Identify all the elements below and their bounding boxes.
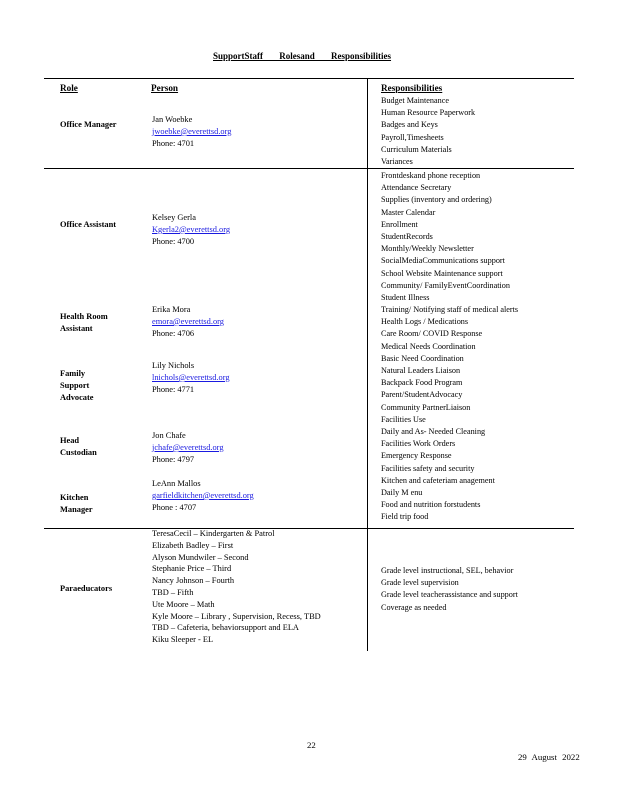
role-office-manager: Office Manager: [60, 120, 117, 129]
responsibility-item: Facilities Use: [381, 414, 426, 424]
responsibility-item: Medical Needs Coordination: [381, 341, 476, 351]
role-office-assistant: Office Assistant: [60, 220, 117, 229]
responsibility-item: Kitchen and cafeteriam anagement: [381, 475, 495, 485]
paraeducator-item: Kyle Moore – Library , Supervision, Recess, TBD: [152, 611, 321, 621]
responsibility-item: Basic Need Coordination: [381, 353, 464, 363]
person-health-room-assistant: [152, 304, 260, 339]
responsibility-item: Badges and Keys: [381, 120, 438, 130]
person-office-manager: [152, 114, 231, 149]
person-phone: Phone: 4701: [152, 138, 195, 148]
responsibility-item: Emergency Response: [381, 451, 452, 461]
responsibility-item: Attendance Secretary: [381, 183, 452, 193]
role-kitchen-manager: Kitchen Manager: [60, 493, 93, 514]
responsibility-item: Food and nutrition forstudents: [381, 500, 481, 510]
person-name: Erika Mora: [152, 305, 191, 314]
person-family-support-advocate: [152, 360, 258, 395]
responsibility-item: Coverage as needed: [381, 602, 447, 612]
paraeducator-item: Ute Moore – Math: [152, 599, 215, 609]
responsibility-item: Community PartnerLiaison: [381, 402, 471, 412]
paraeducator-item: TBD – Fifth: [152, 587, 194, 597]
responsibility-item: Supplies (inventory and ordering): [381, 195, 492, 205]
header-person: Person: [151, 83, 179, 93]
responsibility-item: Training/ Notifying staff of medical alerts: [381, 305, 519, 315]
paraeducator-item: Elizabeth Badley – First: [152, 540, 234, 550]
person-phone: Phone: 4797: [152, 454, 195, 464]
person-name: Lily Nichols: [152, 361, 195, 370]
responsibility-item: Monthly/Weekly Newsletter: [381, 244, 474, 254]
responsibility-item: Community/ FamilyEventCoordination: [381, 280, 510, 290]
person-office-assistant: [152, 212, 230, 247]
responsibility-item: Health Logs / Medications: [381, 317, 469, 327]
responsibility-item: StudentRecords: [381, 231, 433, 241]
responsibility-item: Variances: [381, 156, 413, 166]
person-kitchen-manager: [152, 478, 266, 513]
responsibility-item: Natural Leaders Liaison: [381, 366, 461, 375]
paraeducator-item: TBD – Cafeteria, behaviorsupport and ELA: [152, 623, 299, 633]
paraeducator-item: Nancy Johnson – Fourth: [152, 576, 235, 586]
responsibility-item: SocialMediaCommunications support: [381, 256, 505, 266]
header-role: Role: [60, 83, 78, 93]
role-family-support-advocate: Family Support Advocate: [60, 369, 94, 402]
responsibility-item: Daily M enu: [381, 487, 423, 497]
responsibility-item: Grade level supervision: [381, 578, 459, 588]
person-name: Jon Chafe: [152, 431, 186, 440]
responsibility-item: Backpack Food Program: [381, 378, 463, 388]
role-paraeducators: Paraeducators: [60, 584, 113, 593]
person-name: LeAnn Mallos: [152, 479, 201, 488]
responsibility-item: Grade level teacherassistance and support: [381, 590, 518, 600]
person-phone: Phone: 4706: [152, 328, 195, 338]
person-name: Jan Woebke: [152, 115, 193, 124]
table-top-border: [44, 78, 574, 79]
column-divider: [367, 78, 368, 651]
responsibility-item: Enrollment: [381, 219, 418, 229]
page-title: SupportStaff Rolesand Responsibilities: [213, 51, 392, 61]
paraeducator-item: Kiku Sleeper - EL: [152, 635, 214, 645]
person-email-link[interactable]: garfieldkitchen@everettsd.org: [152, 490, 254, 500]
responsibility-item: Field trip food: [381, 512, 429, 522]
paraeducator-responsibilities: [381, 565, 518, 614]
responsibility-item: School Website Maintenance support: [381, 268, 503, 278]
responsibility-item: Facilities safety and security: [381, 463, 475, 473]
responsibility-item: Payroll,Timesheets: [381, 132, 444, 142]
responsibility-item: Student Illness: [381, 292, 430, 302]
person-email-link[interactable]: jwoebke@everettsd.org: [152, 126, 232, 136]
responsibility-item: Budget Maintenance: [381, 96, 449, 105]
responsibility-item: Grade level instructional, SEL, behavior: [381, 566, 514, 575]
paraeducator-item: Alyson Mundwiler – Second: [152, 552, 249, 562]
paraeducator-item: Stephanie Price – Third: [152, 564, 232, 574]
responsibility-item: Curriculum Materials: [381, 144, 452, 154]
header-responsibilities: Responsibilities: [381, 83, 443, 93]
responsibility-item: Human Resource Paperwork: [381, 108, 476, 118]
responsibility-item: Facilities Work Orders: [381, 439, 456, 449]
person-email-link[interactable]: lnichols@everettsd.org: [152, 372, 230, 382]
responsibility-item: Care Room/ COVID Response: [381, 329, 483, 339]
person-phone: Phone: 4700: [152, 236, 195, 246]
responsibilities-list: [381, 170, 518, 523]
person-phone: Phone : 4707: [152, 502, 197, 512]
responsibilities-office-manager: [381, 95, 475, 168]
page-number: 22: [307, 740, 316, 750]
person-head-custodian: [152, 430, 250, 465]
paraeducator-item: TeresaCecil – Kindergarten & Patrol: [152, 529, 275, 538]
responsibility-item: Frontdeskand phone reception: [381, 171, 481, 180]
role-head-custodian: Head Custodian: [60, 436, 97, 457]
paraeducator-list: [152, 528, 321, 646]
person-phone: Phone: 4771: [152, 384, 195, 394]
person-email-link[interactable]: Kgerla2@everettsd.org: [152, 224, 231, 234]
date: 29 August 2022: [518, 752, 580, 762]
person-email-link[interactable]: jchafe@everettsd.org: [152, 442, 224, 452]
person-email-link[interactable]: emora@everettsd.org: [152, 316, 224, 326]
person-name: Kelsey Gerla: [152, 213, 196, 222]
row-divider-1: [44, 168, 574, 169]
responsibility-item: Master Calendar: [381, 207, 436, 217]
role-health-room-assistant: Health Room Assistant: [60, 312, 108, 333]
responsibility-item: Parent/StudentAdvocacy: [381, 390, 463, 400]
responsibility-item: Daily and As- Needed Cleaning: [381, 426, 486, 436]
